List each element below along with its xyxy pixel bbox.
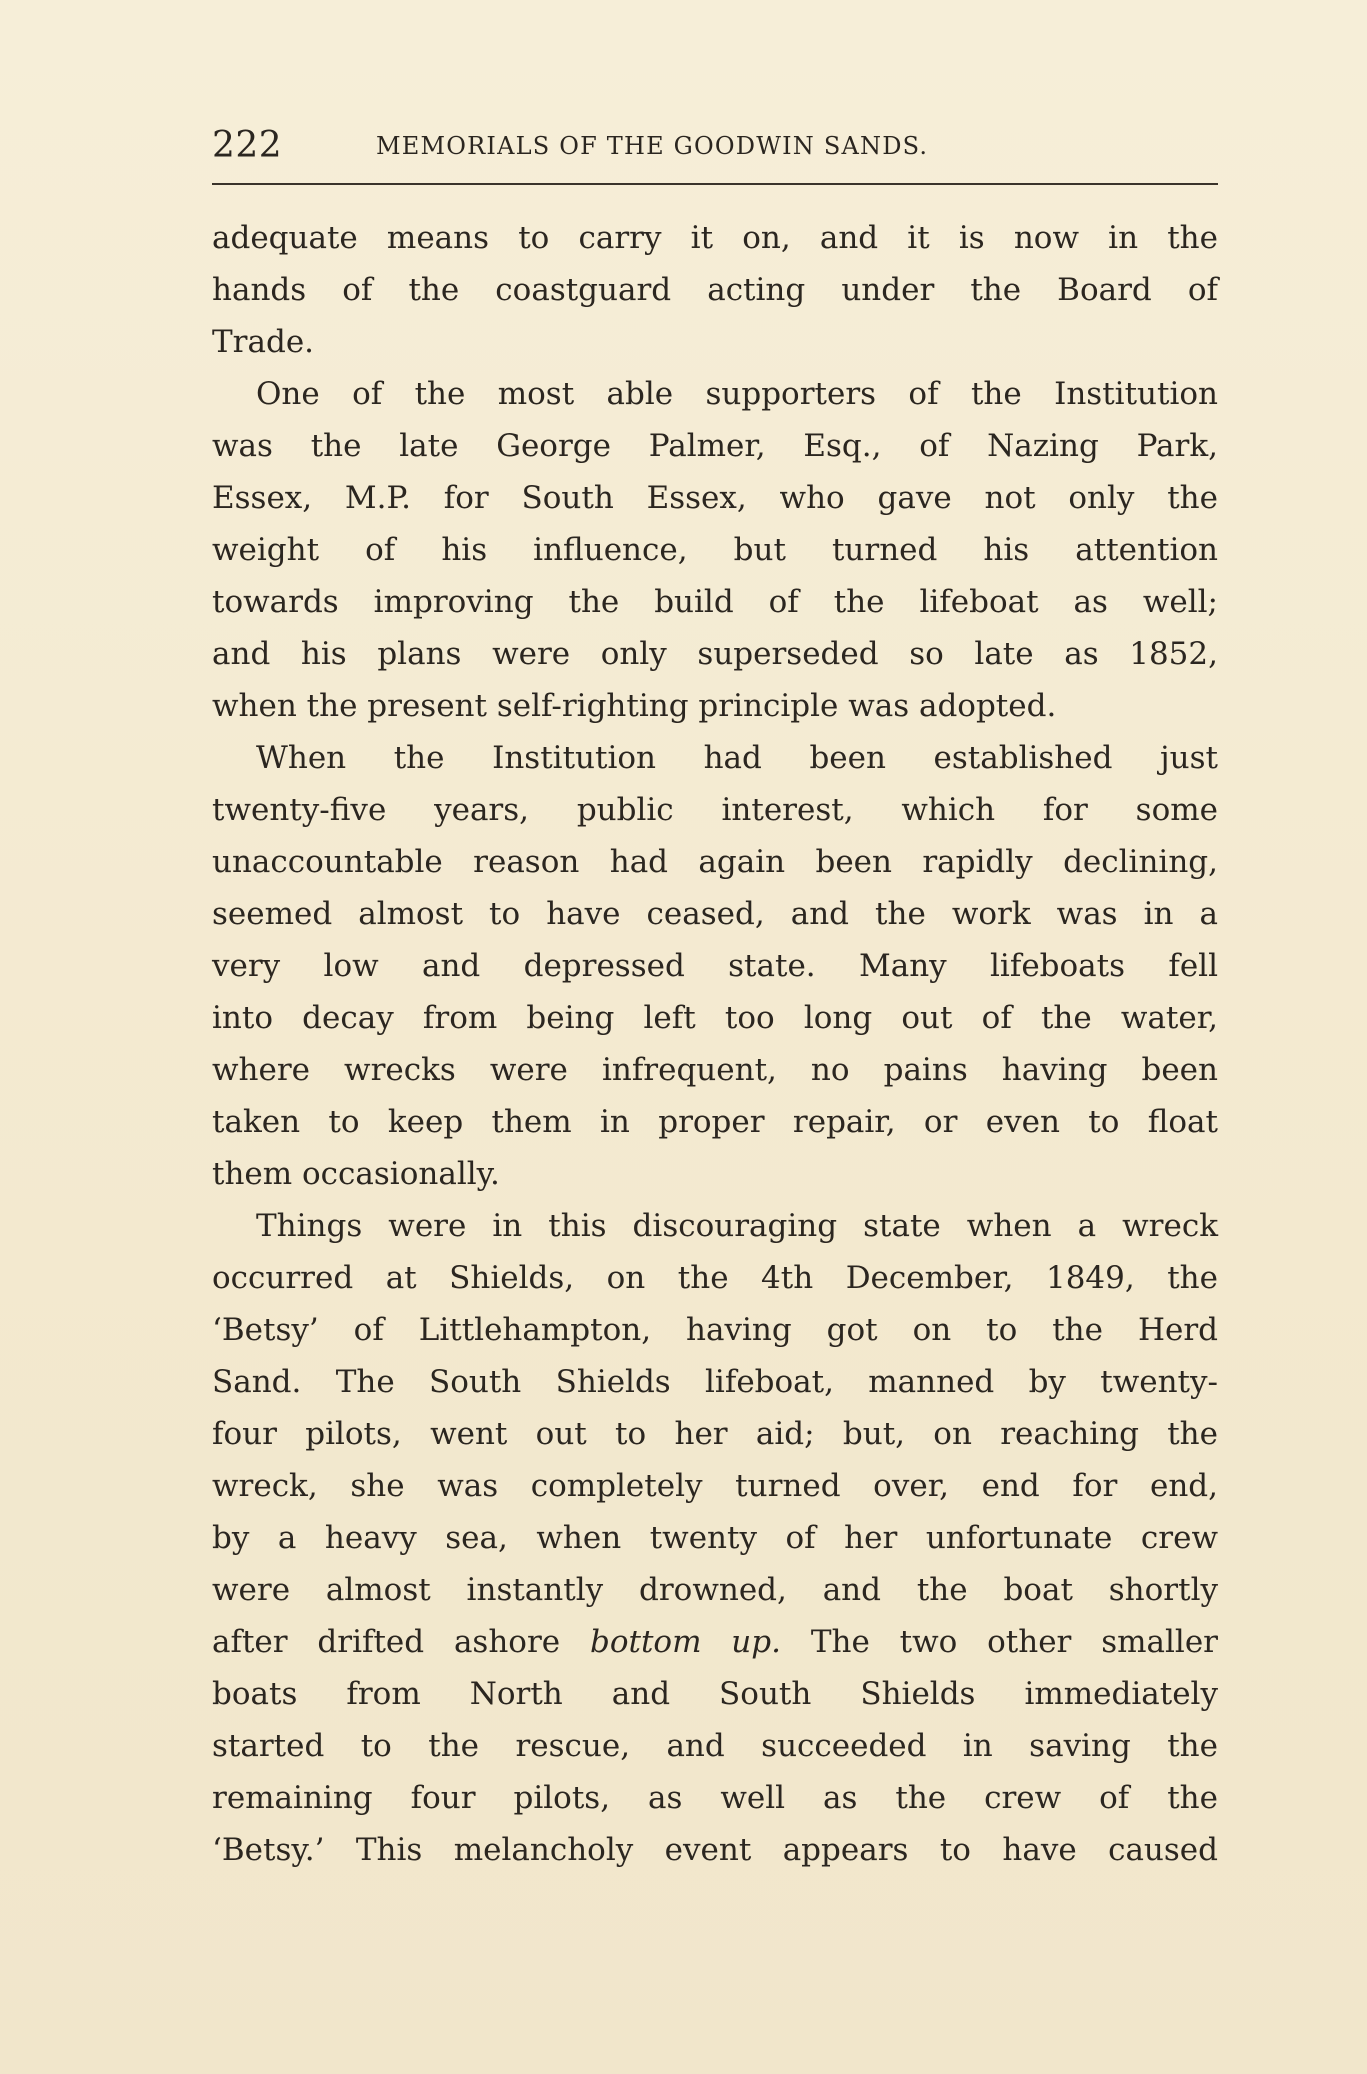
text-line: wreck, she was completely turned over, end for end, — [212, 1468, 1218, 1504]
text-line: Essex, M.P. for South Essex, who gave not only the — [212, 480, 1218, 516]
text-line: started to the rescue, and succeeded in saving the — [212, 1728, 1218, 1764]
italic-phrase: bottom up. — [589, 1624, 781, 1660]
text-line: very low and depressed state. Many lifeboats fell — [212, 948, 1218, 984]
text-line: ‘Betsy.’ This melancholy event appears to have caused — [212, 1832, 1218, 1868]
text-line: them occasionally. — [212, 1156, 500, 1192]
paragraph-start-line: One of the most able supporters of the Institution — [256, 376, 1218, 412]
text-line: and his plans were only superseded so late as 1852, — [212, 636, 1218, 672]
text-line: were almost instantly drowned, and the boat shortly — [212, 1572, 1218, 1608]
text-line: hands of the coastguard acting under the Board of — [212, 272, 1218, 308]
text-line: seemed almost to have ceased, and the work was in a — [212, 896, 1218, 932]
header-rule — [212, 183, 1218, 185]
text-line: towards improving the build of the lifeboat as well; — [212, 584, 1218, 620]
text-line: twenty-five years, public interest, which for some — [212, 792, 1218, 828]
text-line: adequate means to carry it on, and it is now in the — [212, 220, 1218, 256]
running-title: MEMORIALS OF THE GOODWIN SANDS. — [376, 132, 929, 160]
text-line: Sand. The South Shields lifeboat, manned by twenty- — [212, 1364, 1218, 1400]
text-line: into decay from being left too long out of the water, — [212, 1000, 1218, 1036]
paragraph-start-line: When the Institution had been established just — [256, 740, 1218, 776]
text-line: weight of his influence, but turned his attention — [212, 532, 1218, 568]
running-head — [212, 118, 1218, 174]
text-line: remaining four pilots, as well as the crew of the — [212, 1780, 1218, 1816]
text-line-with-italic — [212, 1616, 1218, 1668]
text-line: ‘Betsy’ of Littlehampton, having got on to the Herd — [212, 1312, 1218, 1348]
text-line: where wrecks were infrequent, no pains having been — [212, 1052, 1218, 1088]
text-line: unaccountable reason had again been rapidly declining, — [212, 844, 1218, 880]
text-line: four pilots, went out to her aid; but, on reaching the — [212, 1416, 1218, 1452]
paragraph-start-line: Things were in this discouraging state when a wreck — [256, 1208, 1218, 1244]
text-line: occurred at Shields, on the 4th December, 1849, the — [212, 1260, 1218, 1296]
text-run: after drifted ashore — [212, 1624, 561, 1660]
text-line: when the present self-righting principle was adopted. — [212, 688, 1057, 724]
body-text — [212, 212, 1218, 1876]
page-number: 222 — [212, 125, 283, 166]
text-run: The two other smaller — [810, 1624, 1218, 1660]
text-line: boats from North and South Shields immediately — [212, 1676, 1218, 1712]
text-line: taken to keep them in proper repair, or even to float — [212, 1104, 1218, 1140]
text-line: by a heavy sea, when twenty of her unfortunate crew — [212, 1520, 1218, 1556]
text-line: Trade. — [212, 324, 315, 360]
text-line: was the late George Palmer, Esq., of Nazing Park, — [212, 428, 1218, 464]
